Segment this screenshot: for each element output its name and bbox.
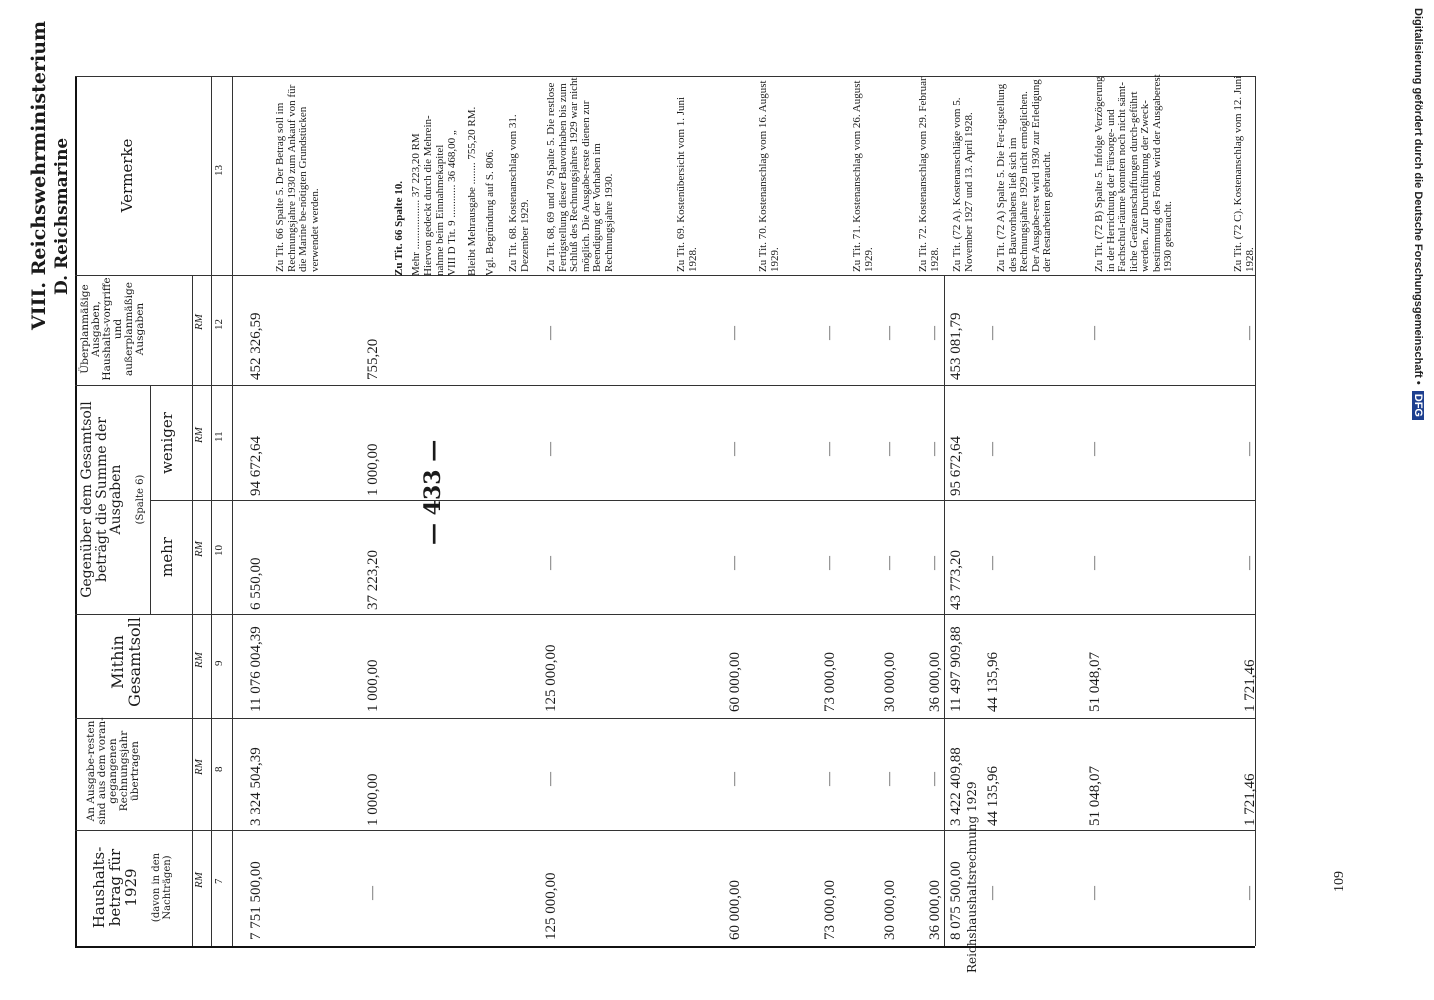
total-c9: 11 497 909,88 [948,626,964,712]
row3-c9: 125 000,00 [543,644,559,712]
col-rule-0 [75,830,1255,831]
note-4: Zu Tit. 68, 69 und 70 Spalte 5. Die restlose Fertigstellung dieser Bauvorhaben bis zum Schluß des Rechnungsjahres 1929 war nicht möglich. Die Ausgabe-reste dienen zur Beendigung der Vorhaben im Rechnungsjahre 1930. [545,77,615,272]
note-2-n2_l6: Vgl. Begründung auf S. 806. [484,149,496,276]
row9-c9: 51 048,07 [1087,652,1103,712]
col-rule-1 [75,718,1255,719]
note-9: Zu Tit. (72 A). Kostenanschläge vom 5. November 1927 und 13. April 1928. [951,97,975,272]
row5-c8: — [822,772,837,786]
unit-c9: RM [193,652,205,668]
row7-c11: — [927,442,942,456]
row3-c8: — [543,772,558,786]
row9-c12: — [1087,326,1102,340]
header-col9-title: Mithin Gesamtsoll [108,617,144,707]
total-c7: 8 075 500,00 [948,861,964,940]
row5-c11: — [822,442,837,456]
header-col10-11-sub: (Spalte 6) [135,474,146,525]
total-c8: 3 422 409,88 [948,747,964,826]
page-number-top: — 433 — [420,439,446,545]
row4-c7: 60 000,00 [727,880,743,940]
note-7: Zu Tit. 71. Kostenanschlag vom 26. August 1929. [851,80,875,272]
unit-c12: RM [193,314,205,330]
row2-c10: 37 223,20 [365,550,381,610]
row7-c7: 36 000,00 [927,880,943,940]
unit-c8: RM [193,759,205,775]
row10-c12: — [1242,326,1257,340]
row1-c11: 94 672,64 [248,436,264,496]
row9-c11: — [1087,442,1102,456]
row10-c10: — [1242,556,1257,570]
note-2-n2_l5: Bleibt Mehrausgabe ........ 755,20 RM. [466,106,478,276]
header-col7-title: Haushalts-betrag für 1929 [90,846,140,929]
row5-c12: — [822,326,837,340]
colnum-n9: 9 [213,660,225,666]
note-2-n2_head: Zu Tit. 66 Spalte 10. [393,181,405,276]
row6-c10: — [882,556,897,570]
dfg-logo: DFG [1412,391,1424,420]
col-rule-2 [75,614,1255,615]
header-num-rule [211,76,212,946]
row4-c9: 60 000,00 [727,652,743,712]
colnum-n8: 8 [213,766,225,772]
section-subtitle: D. Reichsmarine [52,137,72,295]
row10-c9: 1 721,46 [1242,659,1258,712]
row2-c11: 1 000,00 [365,443,381,496]
row2-c9: 1 000,00 [365,659,381,712]
row8-c11: — [985,442,1000,456]
row4-c8: — [727,772,742,786]
row2-c12: 755,20 [365,338,381,380]
note-2-n2_l1: Mehr .................. 37 223,20 RM [410,133,422,276]
section-title: VIII. Reichswehrministerium [28,20,50,330]
row3-c7: 125 000,00 [543,872,559,940]
note-10: Zu Tit. (72 A) Spalte 5. Die Fer-tigstellung des Bauvorhabens ließ sich im Rechnungsjahre 1929 nicht ermöglichen. Der Ausgabe-rest wird 1930 zur Erledigung der Restarbeiten gebraucht. [995,79,1053,272]
header-col13-title: Vermerke [118,138,136,213]
row6-c7: 30 000,00 [882,880,898,940]
row1-c10: 6 550,00 [248,557,264,610]
header-col7-sub: (davon in den Nachträgen) [151,852,173,923]
colnum-n12: 12 [213,319,225,330]
note-2-n2_l2: Hiervon gedeckt durch die Mehrein- [422,115,434,276]
col-rule-4 [75,275,1255,276]
row7-c12: — [927,326,942,340]
subheader-10-11 [150,385,151,614]
note-5: Zu Tit. 69. Kostenübersicht vom 1. Juni 1928. [675,96,699,272]
total-c12: 453 081,79 [948,312,964,380]
row10-c7: — [1242,886,1257,900]
row2-c8: 1 000,00 [365,773,381,826]
row7-c8: — [927,772,942,786]
note-3: Zu Tit. 68. Kostenanschlag vom 31. Dezember 1929. [507,114,531,272]
page-number-bottom: 109 [1332,871,1347,892]
total-c11: 95 672,64 [948,436,964,496]
row4-c12: — [727,326,742,340]
header-col10-title: mehr [158,537,176,577]
colnum-n11: 11 [213,431,225,442]
row8-c7: — [985,886,1000,900]
row2-c7: — [365,886,380,900]
row1-c12: 452 326,59 [248,312,264,380]
row10-c8: 1 721,46 [1242,773,1258,826]
row8-c10: — [985,556,1000,570]
row1-c8: 3 324 504,39 [248,747,264,826]
row6-c12: — [882,326,897,340]
unit-c11: RM [193,427,205,443]
table-top-rule [75,76,1255,77]
row5-c10: — [822,556,837,570]
row5-c7: 73 000,00 [822,880,838,940]
row6-c8: — [882,772,897,786]
header-col8-title: An Ausgabe-resten sind aus dem voran-gegangenen Rechnungsjahr übertragen [85,717,142,825]
note-11: Zu Tit. (72 B) Spalte 5. Infolge Verzögerung in der Herrichtung der Fürsorge- und Fachschul-räume konnten noch nicht sämt-liche Geräteanschaffungen durch-geführt werden. Zur Durchführung der Zweck-bestimmung des Fonds wird der Ausgaberest 1930 gebraucht. [1093,74,1174,272]
note-2-n2_l4: VIII D Tit. 9 ............ 36 468,00 „ [446,130,458,276]
row3-c11: — [543,442,558,456]
row1-c9: 11 076 004,39 [248,626,264,712]
row9-c8: 51 048,07 [1087,766,1103,826]
colnum-n10: 10 [213,545,225,556]
col-rule-3 [75,385,1255,386]
note-12: Zu Tit. (72 C). Kostenanschlag vom 12. Juni 1928. [1232,75,1256,272]
row9-c10: — [1087,556,1102,570]
row7-c9: 36 000,00 [927,652,943,712]
header-rule [232,76,233,946]
row9-c7: — [1087,886,1102,900]
footer-reference: Reichshaushaltsrechnung 1929 [965,781,979,973]
unit-c10: RM [193,541,205,557]
header-unit-rule [192,275,193,946]
row4-c11: — [727,442,742,456]
row3-c10: — [543,556,558,570]
note-6: Zu Tit. 70. Kostenanschlag vom 16. August 1929. [757,80,781,272]
col-rule-10-11 [150,500,1255,501]
row8-c12: — [985,326,1000,340]
row6-c11: — [882,442,897,456]
header-col11-title: weniger [158,412,176,474]
row7-c10: — [927,556,942,570]
total-c10: 43 773,20 [948,550,964,610]
row8-c9: 44 135,96 [985,652,1001,712]
note-1: Zu Tit. 66 Spalte 5. Der Betrag soll im Rechnungsjahre 1930 zum Ankauf von für die Marine be-nötigten Grundstücken verwendet werden. [274,84,321,272]
colnum-n13: 13 [213,165,225,176]
row4-c10: — [727,556,742,570]
header-col12-title: Überplanmäßige Ausgaben, Haushalts-vorgriffe und außerplanmäßige Ausgaben [79,277,147,381]
note-8: Zu Tit. 72. Kostenanschlag vom 29. Februar 1928. [917,77,941,272]
unit-c7: RM [193,872,205,888]
credit-text: Digitalisierung gefördert durch die Deutsche Forschungsgemeinschaft • [1412,8,1424,385]
note-2-n2_l3: nahme beim Einnahmekapitel [434,144,446,276]
header-col10-11-title: Gegenüber dem Gesamtsoll beträgt die Summe der Ausgaben [79,401,125,598]
row1-c7: 7 751 500,00 [248,861,264,940]
totals-rule [944,275,945,946]
row6-c9: 30 000,00 [882,652,898,712]
table-left-rule [75,76,77,946]
row3-c12: — [543,326,558,340]
table-bottom-rule [75,946,1255,948]
colnum-n7: 7 [213,878,225,884]
row5-c9: 73 000,00 [822,652,838,712]
row10-c11: — [1242,442,1257,456]
row8-c8: 44 135,96 [985,766,1001,826]
